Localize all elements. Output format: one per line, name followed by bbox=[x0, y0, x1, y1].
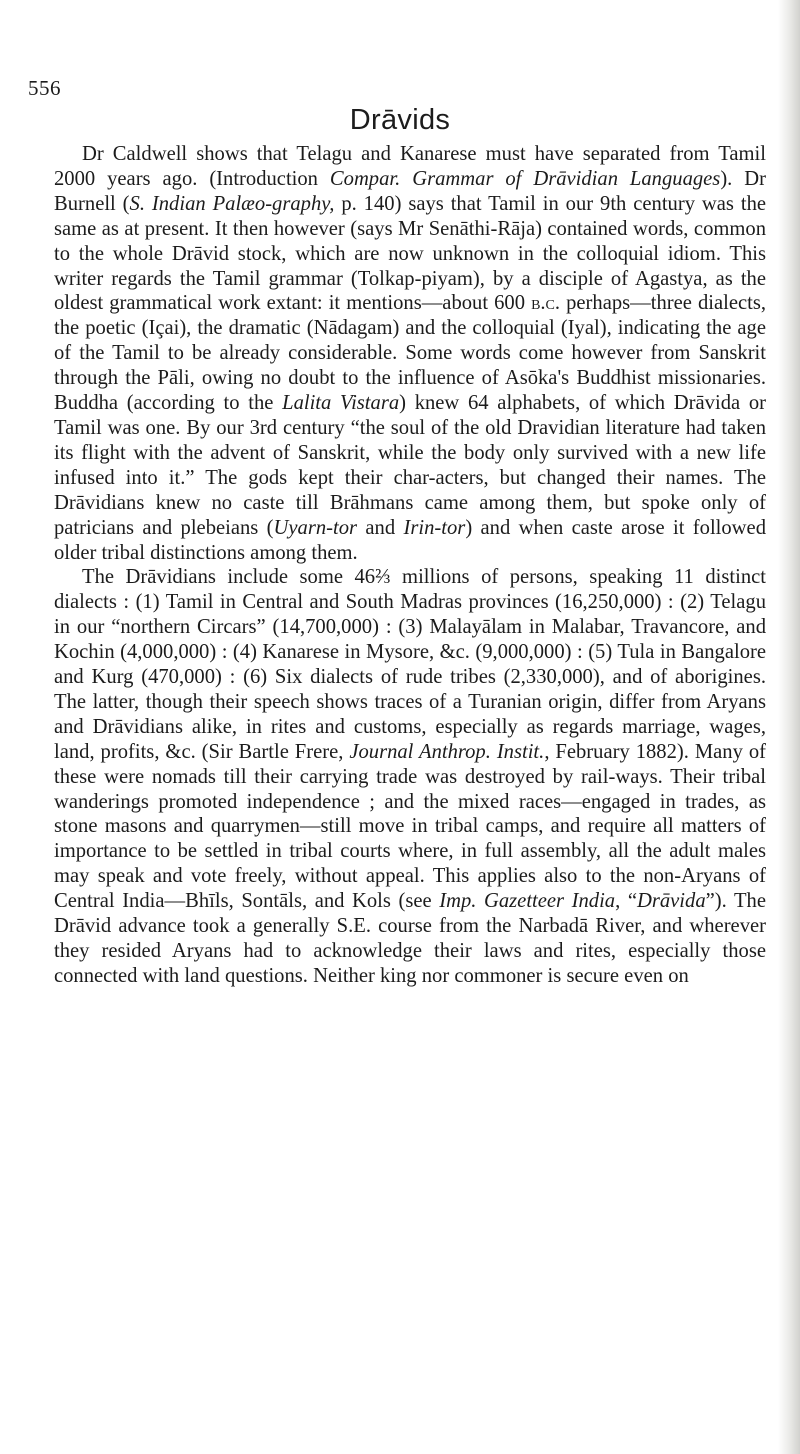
italic-title: Imp. Gazetteer India bbox=[439, 890, 616, 913]
page-number: 556 bbox=[28, 76, 61, 100]
italic-title: Lalita Vistara bbox=[282, 392, 400, 415]
italic-title: Compar. Grammar of Drāvidian Languages bbox=[329, 167, 721, 190]
running-head: Drāvids bbox=[349, 104, 451, 136]
italic-term: Uyarn-tor bbox=[273, 516, 358, 539]
small-caps-text: b.c. bbox=[531, 292, 561, 315]
page-edge-shadow bbox=[778, 0, 800, 1454]
text-span: ”). The Drāvid advance took a generally S.E. course from the Narbadā River, and wherever they resided Aryans had to acknowledge their laws and rites, especially those connected with land questions. Neither king nor commoner is secure even on bbox=[54, 890, 766, 987]
italic-title: Drāvida bbox=[636, 890, 706, 913]
italic-title: Journal Anthrop. Instit. bbox=[349, 740, 545, 763]
text-span: The Drāvidians include some 46⅔ millions of persons, speaking 11 distinct dialects : (1) Tamil in Central and South Madras provinces (16,250,000) : (2) Telagu in our “northern Circars” (14,700,000) : (3) Malayālam in Malabar, Travancore, and Kochin (4,000,000) : (4) Kanarese in Mysore, &c. (9,000,000) : (5) Tula in Bangalore and Kurg (470,000) : (6) Six dialects of rude tribes (2,330,000), and of aborigines. The latter, though their speech shows traces of a Turanian origin, differ from Aryans and Drāvidians alike, in rites and customs, especially as regards marriage, wages, land, profits, &c. (Sir Bartle Frere, bbox=[54, 566, 766, 763]
italic-term: Irin-tor bbox=[403, 516, 466, 539]
text-span: , “ bbox=[615, 890, 637, 913]
text-span: Dr Caldwell shows that Telagu and Kanarese must have separated from Tamil 2000 years ago. (Introduction bbox=[54, 143, 766, 190]
text-span: ) and when caste arose it followed older tribal distinctions among them. bbox=[54, 516, 766, 564]
text-span: ) knew 64 alphabets, of which Drāvida or Tamil was one. By our 3rd century “the soul of the old Dravidian literature had taken its flight with the advent of Sanskrit, while the body only survived with a new life infused into it.” The gods kept their char-acters, but changed their names. The Drāvidians knew no caste till Brāhmans came among them, but spoke only of patricians and plebeians ( bbox=[54, 392, 766, 539]
text-span: , February 1882). Many of these were nomads till their carrying trade was destroyed by rail-ways. Their tribal wanderings promoted independence ; and the mixed races—engaged in trades, as stone masons and quarrymen—still move in tribal camps, and require all matters of importance to be settled in tribal courts where, in full assembly, all the adult males may speak and vote freely, without appeal. This applies also to the non-Aryans of Central India—Bhīls, Sontāls, and Kols (see bbox=[54, 740, 766, 913]
text-span: perhaps—three dialects, the poetic (Içai), the dramatic (Nādagam) and the colloquial (Iyal), indicating the age of the Tamil to be already considerable. Some words come however from Sanskrit through the Pāli, owing no doubt to the influence of Asōka's Buddhist missionaries. Buddha (according to the bbox=[54, 292, 767, 415]
paragraph-2 bbox=[54, 565, 766, 988]
text-span: p. 140) says that Tamil in our 9th century was the same as at present. It then however (says Mr Senāthi-Rāja) contained words, common to the whole Drāvid stock, which are now unknown in the colloquial idiom. This writer regards the Tamil grammar (Tolkap-piyam), by a disciple of Agastya, as the oldest grammatical work extant: it mentions—about 600 bbox=[54, 192, 766, 315]
text-span: and bbox=[357, 516, 404, 539]
body-text bbox=[54, 142, 766, 989]
paragraph-1 bbox=[54, 142, 766, 565]
text-span: ). Dr Burnell ( bbox=[54, 167, 766, 215]
italic-title: S. Indian Palæo-graphy, bbox=[129, 192, 335, 215]
